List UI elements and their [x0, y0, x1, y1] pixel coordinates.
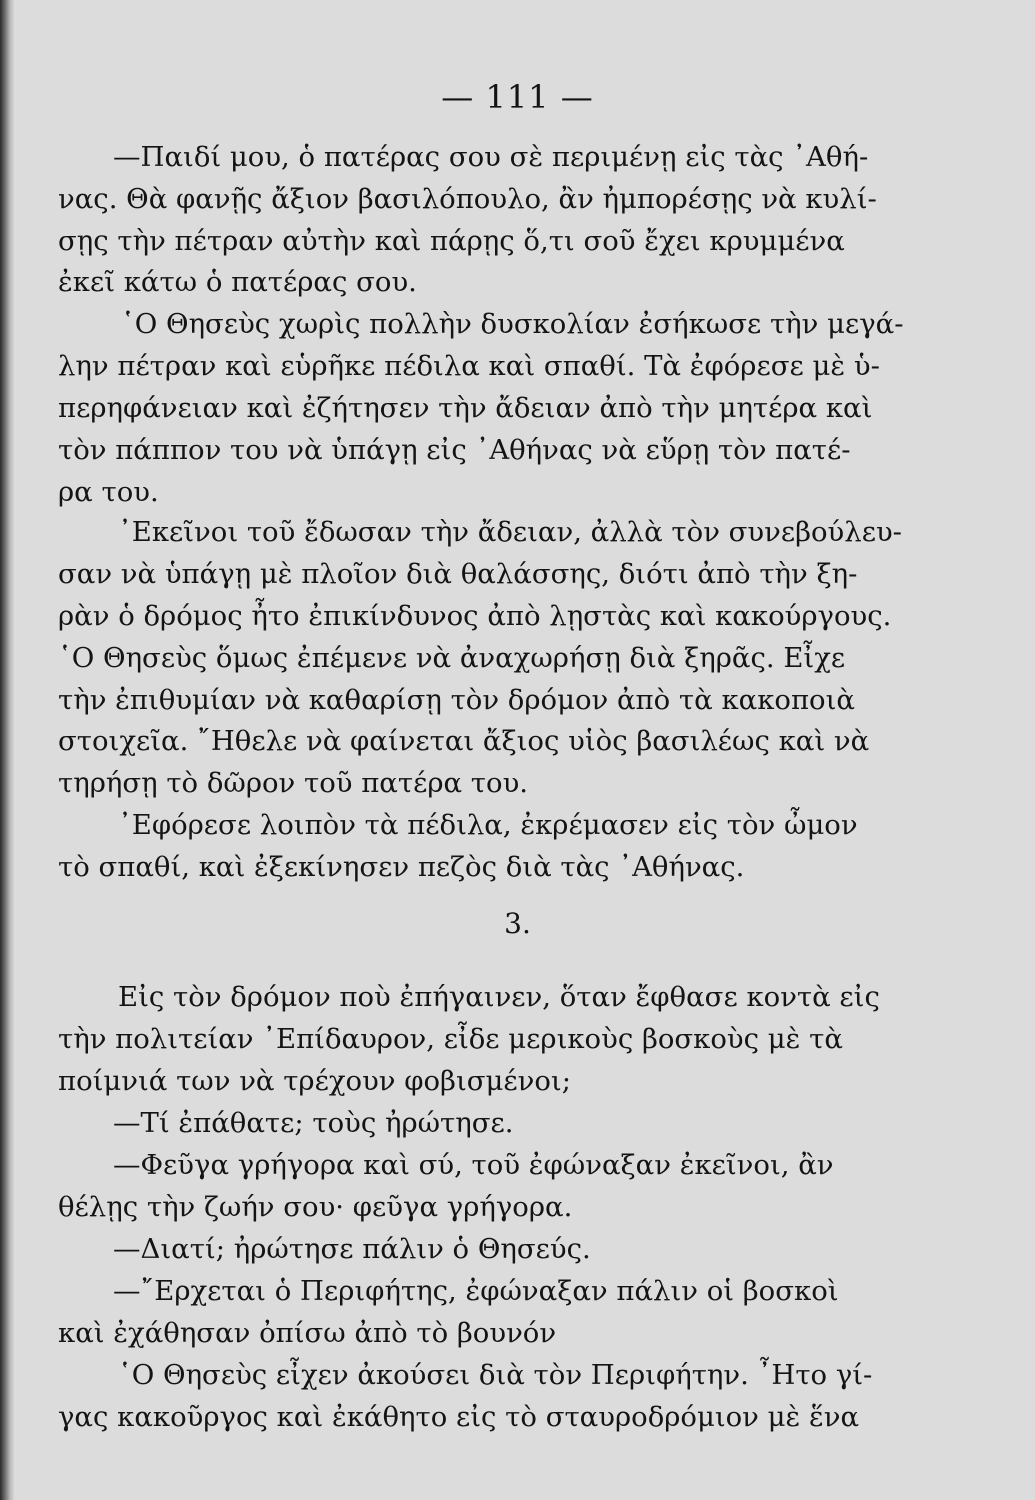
text-line: γας κακοῦργος καὶ ἐκάθητο εἰς τὸ σταυροδρόμιον μὲ ἕνα	[58, 1401, 860, 1433]
text-line: περηφάνειαν καὶ ἐζήτησεν τὴν ἄδειαν ἀπὸ τὴν μητέρα καὶ	[58, 392, 873, 424]
text-line: ᾿Εφόρεσε λοιπὸν τὰ πέδιλα, ἐκρέμασεν εἰς τὸν ὦμον	[118, 809, 858, 841]
text-line: —Φεῦγα γρήγορα καὶ σύ, τοῦ ἐφώναξαν ἐκεῖνοι, ἂν	[113, 1149, 834, 1181]
text-line: ποίμνιά των νὰ τρέχουν φοβισμένοι;	[58, 1065, 571, 1097]
text-line: —῎Ερχεται ὁ Περιφήτης, ἐφώναξαν πάλιν οἱ βοσκοὶ	[113, 1275, 839, 1307]
text-line: —Τί ἐπάθατε; τοὺς ἠρώτησε.	[113, 1107, 514, 1139]
text-line: ῾Ο Θησεὺς εἶχεν ἀκούσει διὰ τὸν Περιφήτην. ῏Ητο γί-	[118, 1359, 873, 1391]
text-line: ρὰν ὁ δρόμος ἦτο ἐπικίνδυνος ἀπὸ λῃστὰς καὶ κακούργους.	[58, 600, 892, 632]
page-number: — 111 —	[441, 78, 594, 116]
text-line: λην πέτραν καὶ εὑρῆκε πέδιλα καὶ σπαθί. Τὰ ἐφόρεσε μὲ ὑ-	[58, 350, 880, 382]
section-number: 3.	[504, 907, 531, 940]
text-line: καὶ ἐχάθησαν ὀπίσω ἀπὸ τὸ βουνόν	[58, 1317, 557, 1349]
text-line: ῾Ο Θησεὺς ὅμως ἐπέμενε νὰ ἀναχωρήσῃ διὰ ξηρᾶς. Εἶχε	[58, 642, 846, 674]
text-line: —Διατί; ἠρώτησε πάλιν ὁ Θησεύς.	[113, 1233, 591, 1265]
text-line: τηρήσῃ τὸ δῶρον τοῦ πατέρα του.	[58, 767, 529, 799]
text-line: τὸ σπαθί, καὶ ἐξεκίνησεν πεζὸς διὰ τὰς ᾿Αθήνας.	[58, 851, 745, 883]
page-gutter-shadow	[0, 0, 14, 1500]
text-line: τὴν πολιτείαν ᾿Επίδαυρον, εἶδε μερικοὺς βοσκοὺς μὲ τὰ	[58, 1023, 843, 1055]
text-line: —Παιδί μου, ὁ πατέρας σου σὲ περιμένῃ εἰς τὰς ᾿Αθή-	[113, 141, 869, 173]
text-line: θέλῃς τὴν ζωήν σου· φεῦγα γρήγορα.	[58, 1191, 573, 1223]
text-line: σῃς τὴν πέτραν αὐτὴν καὶ πάρῃς ὅ,τι σοῦ ἔχει κρυμμένα	[58, 225, 845, 257]
text-line: τὸν πάππον του νὰ ὑπάγῃ εἰς ᾿Αθήνας νὰ εὕρῃ τὸν πατέ-	[58, 434, 851, 466]
text-line: ῾Ο Θησεὺς χωρὶς πολλὴν δυσκολίαν ἐσήκωσε τὴν μεγά-	[121, 308, 904, 340]
text-line: ἐκεῖ κάτω ὁ πατέρας σου.	[58, 266, 417, 298]
text-line: ᾿Εκεῖνοι τοῦ ἔδωσαν τὴν ἄδειαν, ἀλλὰ τὸν συνεβούλευ-	[118, 516, 902, 548]
text-line: νας. Θὰ φανῇς ἄξιον βασιλόπουλο, ἂν ἠμπορέσῃς νὰ κυλί-	[58, 183, 877, 215]
text-line: ρα του.	[58, 476, 159, 508]
text-line: τὴν ἐπιθυμίαν νὰ καθαρίσῃ τὸν δρόμον ἀπὸ τὰ κακοποιὰ	[58, 684, 855, 716]
text-line: σαν νὰ ὑπάγῃ μὲ πλοῖον διὰ θαλάσσης, διότι ἀπὸ τὴν ξη-	[58, 558, 858, 590]
text-line: στοιχεῖα. ῎Ηθελε νὰ φαίνεται ἄξιος υἱὸς βασιλέως καὶ νὰ	[58, 725, 870, 757]
text-line: Εἰς τὸν δρόμον ποὺ ἐπήγαινεν, ὅταν ἔφθασε κοντὰ εἰς	[118, 981, 880, 1013]
